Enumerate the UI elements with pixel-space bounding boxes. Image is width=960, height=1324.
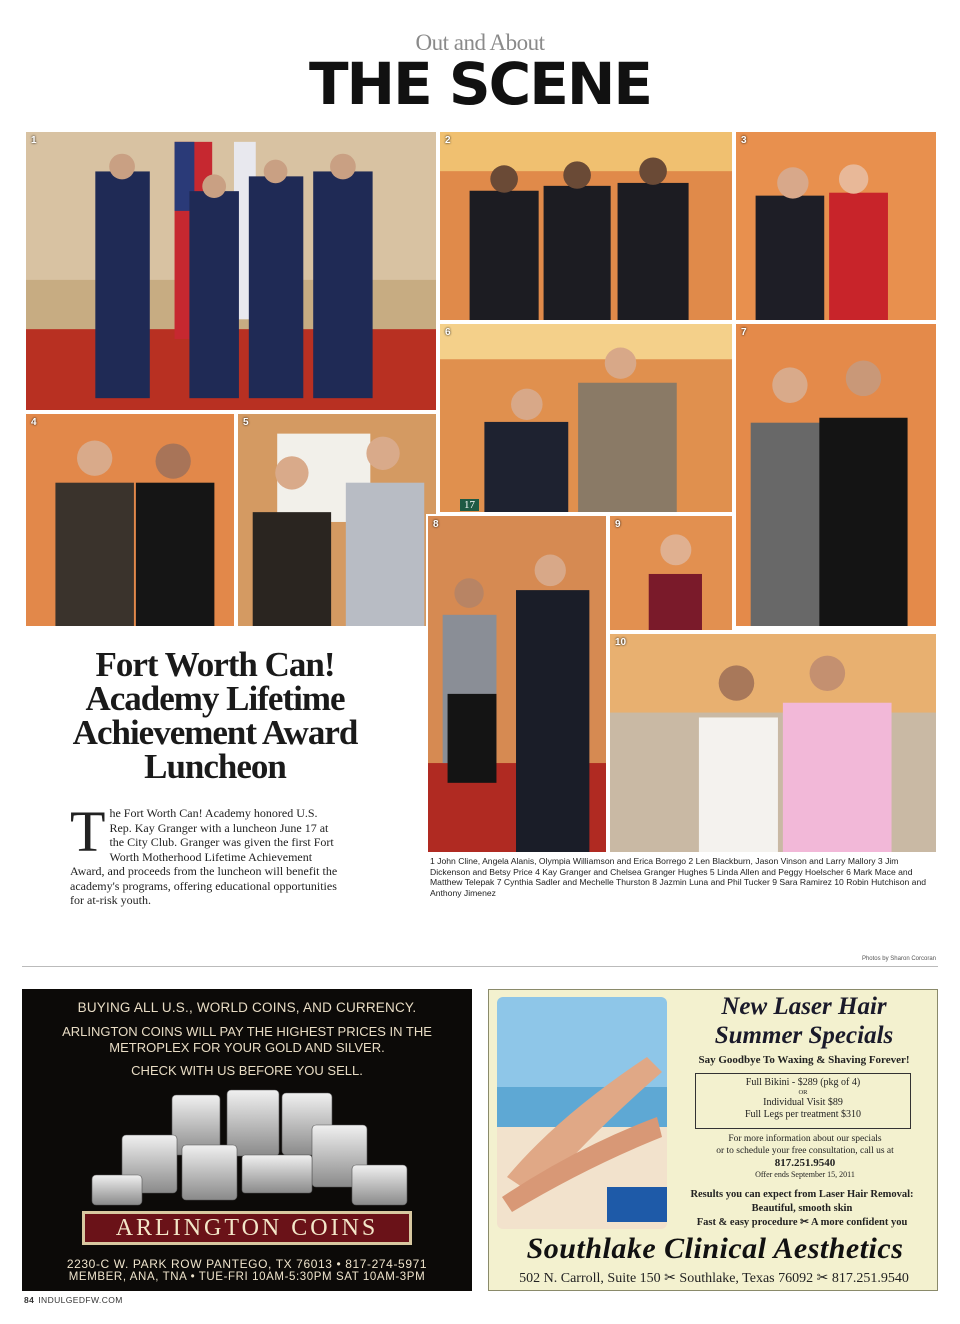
photo-3 <box>734 130 938 322</box>
photo-6 <box>438 322 734 514</box>
divider <box>22 966 938 967</box>
ad-laser-results <box>667 1188 937 1230</box>
beach-legs-image <box>497 997 667 1229</box>
price-legs: Full Legs per treatment $310 <box>744 1109 862 1120</box>
headline-line-4: Luncheon <box>144 747 286 786</box>
ad-coins-hours: MEMBER, ANA, TNA • TUE-FRI 10AM-5:30PM SAT 10AM-3PM <box>68 1271 426 1283</box>
photo-6-number: 6 <box>445 327 451 338</box>
ad-coins-line-2a: ARLINGTON COINS WILL PAY THE HIGHEST PRICES IN THE <box>62 1024 432 1039</box>
headline-line-2: Academy Lifetime <box>85 679 345 718</box>
price-individual: Individual Visit $89 <box>763 1097 843 1108</box>
ad-laser-pricing-box <box>695 1073 911 1129</box>
article-body <box>70 799 342 908</box>
page-number: 84 <box>24 1295 35 1305</box>
site-url[interactable]: INDULGEDFW.COM <box>38 1295 123 1305</box>
photo-2 <box>438 130 734 322</box>
photo-5 <box>236 412 438 628</box>
ad-laser-footer: 502 N. Carroll, Suite 150 ✂ Southlake, Texas 76092 ✂ 817.251.9540 <box>519 1271 909 1286</box>
photo-2-number: 2 <box>445 135 451 146</box>
photo-1-number: 1 <box>31 135 37 146</box>
photo-8 <box>426 514 608 854</box>
photo-7 <box>734 322 938 628</box>
article-headline <box>30 645 400 786</box>
ad-laser-offer: Offer ends September 15, 2011 <box>755 1170 855 1179</box>
photo-7-number: 7 <box>741 327 747 338</box>
ad-coins-address: 2230-C W. PARK ROW PANTEGO, TX 76013 • 817-274-5971 <box>66 1257 428 1271</box>
ad-coins-line-2 <box>22 1024 472 1056</box>
photo-10-number: 10 <box>615 637 627 648</box>
price-bikini: Full Bikini - $289 (pkg of 4) <box>745 1077 861 1088</box>
headline-line-1: Fort Worth Can! <box>95 645 335 684</box>
photo-3-number: 3 <box>741 135 747 146</box>
ad-laser-title-2: Summer Specials <box>714 1022 894 1049</box>
table-number-card: 17 <box>460 499 479 511</box>
photo-10 <box>608 632 938 854</box>
ad-laser-title <box>675 992 933 1050</box>
photo-4 <box>24 412 236 628</box>
drop-cap: T <box>70 799 106 864</box>
photo-8-number: 8 <box>433 519 439 530</box>
photo-captions: 1 John Cline, Angela Alanis, Olympia Williamson and Erica Borrego 2 Len Blackburn, Jason Vinson and Larry Mallory 3 Jim Dickenson and Betsy Price 4 Kay Granger and Chelsea Granger Hughes 5 Linda Allen and Peggy Hoelscher 6 Mark Mace and Matthew Telepak 7 Cynthia Sadler and Mechelle Thurston 8 Jazmin Luna and Phil Tucker 9 Sara Ramirez 10 Robin Hutchison and Anthony Jimenez <box>430 856 927 898</box>
page-title: THE SCENE <box>308 50 652 118</box>
article-text: he Fort Worth Can! Academy honored U.S. Rep. Kay Granger with a luncheon June 17 at the City Club. Granger was given the first Fort Worth Motherhood Lifetime Achievement Award, and proceeds from the luncheon will benefit the academy's programs, offering educational opportunities for at-risk youth. <box>70 806 338 907</box>
southlake-laser-ad[interactable] <box>488 989 938 1291</box>
ad-coins-line-3: CHECK WITH US BEFORE YOU SELL. <box>131 1063 363 1078</box>
silver-coins-image <box>82 1085 422 1211</box>
photo-credit: Photos by Sharon Corcoran <box>861 956 936 962</box>
photo-4-number: 4 <box>31 417 37 428</box>
ad-laser-subtitle: Say Goodbye To Waxing & Shaving Forever! <box>698 1054 910 1066</box>
arlington-coins-ad[interactable] <box>22 989 472 1291</box>
photo-9-number: 9 <box>615 519 621 530</box>
ad-coins-line-2b: METROPLEX FOR YOUR GOLD AND SILVER. <box>109 1040 385 1055</box>
results-line-2: Fast & easy procedure ✂ A more confident you <box>696 1217 908 1228</box>
southlake-clinical-logo: Southlake Clinical Aesthetics <box>526 1232 904 1265</box>
arlington-coins-logo: ARLINGTON COINS <box>82 1211 412 1245</box>
results-line-1: Beautiful, smooth skin <box>751 1203 853 1214</box>
ad-coins-line-1: BUYING ALL U.S., WORLD COINS, AND CURRENCY. <box>77 1000 417 1015</box>
page-folio <box>24 1295 123 1305</box>
price-or: OR <box>798 1089 808 1096</box>
section-kicker: Out and About <box>415 30 545 55</box>
info-line-2: or to schedule your free consultation, call us at <box>716 1146 894 1156</box>
ad-laser-title-1: New Laser Hair <box>721 993 887 1020</box>
photo-1 <box>24 130 438 412</box>
results-title: Results you can expect from Laser Hair Removal: <box>690 1189 914 1200</box>
photo-9 <box>608 514 734 632</box>
info-line-1: For more information about our specials <box>728 1134 882 1144</box>
photo-5-number: 5 <box>243 417 249 428</box>
ad-laser-phone[interactable]: 817.251.9540 <box>774 1157 836 1169</box>
ad-laser-info <box>679 1133 931 1181</box>
headline-line-3: Achievement Award <box>72 713 358 752</box>
